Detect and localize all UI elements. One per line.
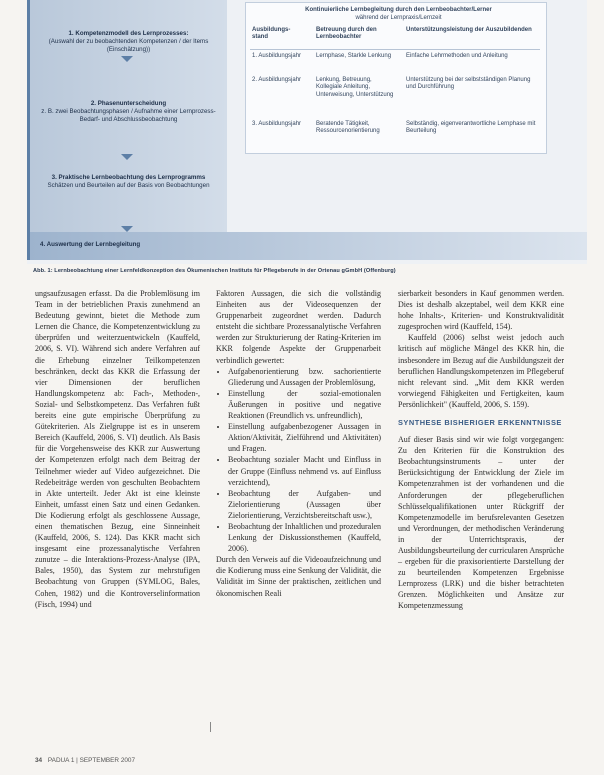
list-item: • Beobachtung der Inhaltlichen und prozeduralen Lenkung der Diskussionsthemen (Kauffeld, 2006). [228, 521, 381, 554]
table-cell: Lenkung, Betreuung, Kollegiale Anleitung, Unterweisung, Unterstützung [316, 77, 394, 98]
table-header-3: Unterstützungsleistung der Auszubildenden [406, 27, 532, 33]
page-number: 34 [35, 757, 43, 764]
paragraph: Durch den Verweis auf die Videoaufzeichnung und die Kodierung muss eine Senkung der Validität, die Validität im Sinne der praktischen, zeitlichen und ökonomischen Reali [216, 555, 381, 598]
text-column-2 [216, 288, 381, 599]
bullet-list [216, 366, 381, 555]
figure-table [245, 2, 547, 154]
issue-info: PADUA 1 | SEPTEMBER 2007 [47, 757, 136, 764]
table-header-2: Betreuung durch den Lernbeobachter [316, 27, 377, 41]
figure-learning-observation [27, 0, 587, 264]
page-footer [35, 757, 135, 764]
table-subtitle: während der Lernpraxis/Lernzeit [355, 15, 442, 21]
paragraph: Kauffeld (2006) selbst weist jedoch auch kritisch auf mögliche Mängel des KKR hin, die insbesondere im Bezug auf die Ausbildungszeit der beruflichen Handlungskompetenzen im Pflegeberuf nicht relevant sind. „Mit dem KKR werden vorwiegend Fähigkeiten und Fertigkeiten, kaum Persönlichkeit" (Kauffeld, 2006, S. 159). [398, 333, 564, 409]
list-item: • Einstellung der sozial-emotionalen Äußerungen in positive und negative Reaktionen (Freundlich vs. unfreundlich), [228, 388, 381, 421]
list-item: • Beobachtung sozialer Macht und Einfluss in der Gruppe (Einfluss nehmend vs. auf Einfluss verzichtend), [228, 454, 381, 487]
step-4-title: 4. Auswertung der Lernbegleitung [40, 241, 141, 248]
figure-step-3 [27, 160, 227, 232]
step-2-text: z. B. zwei Beobachtungsphasen / Aufnahme einer Lernprozess-Bedarf- und Abschlussbeobachtung [41, 108, 216, 123]
step-3-title: 3. Praktische Lernbeobachtung des Lernprogramms [51, 174, 206, 181]
crop-mark [210, 722, 211, 732]
table-cell: Lernphase, Starkle Lenkung [316, 53, 392, 59]
table-cell: Beratende Tätigkeit, Ressourcenorientierung [316, 121, 380, 135]
paragraph: sierbarkeit besonders in Kauf genommen werden. Dies ist deshalb akzeptabel, weil dem KKR eine hohe Inhalts-, Kriterien- und Konstruktvalidität zugesprochen wird (Kauffeld, 154). [398, 289, 564, 332]
table-cell: Einfache Lehrmethoden und Anleitung [406, 53, 508, 59]
step-1-text: (Auswahl der zu beobachtenden Kompetenzen / der Items (Einschätzung)) [48, 38, 209, 53]
table-cell: 2. Ausbildungsjahr [252, 77, 302, 83]
step-2-title: 2. Phasenunterscheidung [90, 100, 167, 107]
step-1-title: 1. Kompetenzmodell des Lernprozesses: [68, 30, 189, 37]
list-item: • Beobachtung der Aufgaben- und Zielorientierung (Aussagen über Zielorientierung, Verzichtsbereitschaft usw.), [228, 488, 381, 521]
table-cell: 3. Ausbildungsjahr [252, 121, 302, 127]
table-header-1: Ausbildungs-stand [252, 27, 291, 41]
list-item: • Einstellung aufgabenbezogener Aussagen in Aktion/Aktivität, Zielführend und Aktivitäten) und Fragen. [228, 421, 381, 454]
text-column-3 [398, 288, 564, 612]
figure-step-1 [27, 0, 227, 62]
section-heading: SYNTHESE BISHERIGER ERKENNTNISSE [398, 418, 562, 428]
figure-step-2 [27, 62, 227, 160]
figure-step-4 [27, 232, 587, 260]
figure-caption: Abb. 1: Lernbeobachtung einer Lernfeldkonzeption des Ökumenischen Instituts für Pflegeberufe in der Ortenau gGmbH (Offenburg) [33, 268, 396, 274]
table-cell: Selbständig, eigenverantwortliche Lernphase mit Beurteilung [406, 121, 536, 135]
list-item: • Aufgabenorientierung bzw. sachorientierte Gliederung und Aussagen der Problemlösung, [228, 366, 381, 388]
table-title: Kontinuierliche Lernbegleitung durch den Lernbeobachter/Lerner [305, 7, 492, 13]
step-3-text: Schätzen und Beurteilen auf der Basis von Beobachtungen [47, 182, 210, 189]
table-cell: 1. Ausbildungsjahr [252, 53, 302, 59]
paragraph: Auf dieser Basis sind wir wie folgt vorgegangen: Zu den Kriterien für die Konstruktion des Beobachtungsinstruments – unter der Berücksichtigung der Entwicklung der Ziele im Kompetenzrahmen ist der vorhandenen und die Anforderungen der pflegeberuflichen Schlüsselqualifikationen unter Rückgriff der Kompetenzmodelle im berufsrelevanten Gesetzen und Verordnungen, der methodischen Veränderung in der Unterrichtspraxis, der Ausbildungsbeurteilung der curricularen Ansprüche – ergeben für die praxisorientierte Darstellung der zu beurteilenden Kompetenzen Ergebnisse Lernprozess (LRK) und die bisher betrachteten Grenzen. Möglichkeiten und Ansätze zur Kompetenzmessung [398, 435, 564, 611]
table-divider [250, 49, 540, 50]
text-column-1 [35, 288, 200, 610]
paragraph: ungsaufzusagen erfasst. Da die Problemlösung im Team in der betrieblichen Praxis zunehmend an Bedeutung gewinnt, bietet die Methode zum Lernen die Chance, die Kompetenzentwicklung zu überprüfen und weiterzuentwickeln (Kauffeld, 2006, S. VI). Während sich andere Verfahren auf die Erhebung einzelner Teilkompetenzen beschränken, deckt das KKR die Erfassung der vier Dimensionen der beruflichen Handlungskompetenz ab: Fach-, Methoden-, Sozial- und Selbstkompetenz. Das Verfahren fußt bereits eine gute empirische Überprüfung zu Gütekriterien. Als Zielgruppe ist es in unserem Bereich (Kauffeld, 2006, S. VI) deutlich. Als Basis für die Vorgehensweise des KKR zur Auswertung der Kompetenzen erfolgt nach dem Beitrag der Teilnehmer wieder auf Video aufgezeichnet. Die Redebeiträge werden von geschulten Beobachtern in Akte unterteilt. Jeder Akt ist eine kleinste Einheit, umfasst einen Satz und einen Gedanken. Die Kodierung erfolgt als geschlossene Aussage, einen thematischen Bezug, eine Sinneinheit (Kauffeld, 2006, S. 124). Das KKR macht sich insgesamt eine prozessanalytische Verfahren zunutze – die Interaktions-Prozess-Analyse (IPA, Bales, 1950), das System zur mehrstufigen Beobachtung von Gruppen (SYMLOG, Bales, Cohen, 1982) und die Kontroverselinformation (Fisch, 1994) und [35, 289, 200, 609]
paragraph: Faktoren Aussagen, die sich die vollständig Einheiten aus der Videosequenzen der Gruppenarbeit zugeordnet werden. Dadurch entsteht die sichtbare Prozessanalytische Verfahren werden zur Strukturierung der Rating-Kriterien im KKR folgende Aspekte der Gruppenarbeit verbindlich gewertet: [216, 289, 381, 365]
table-cell: Unterstützung bei der selbstständigen Planung und Durchführung [406, 77, 531, 91]
